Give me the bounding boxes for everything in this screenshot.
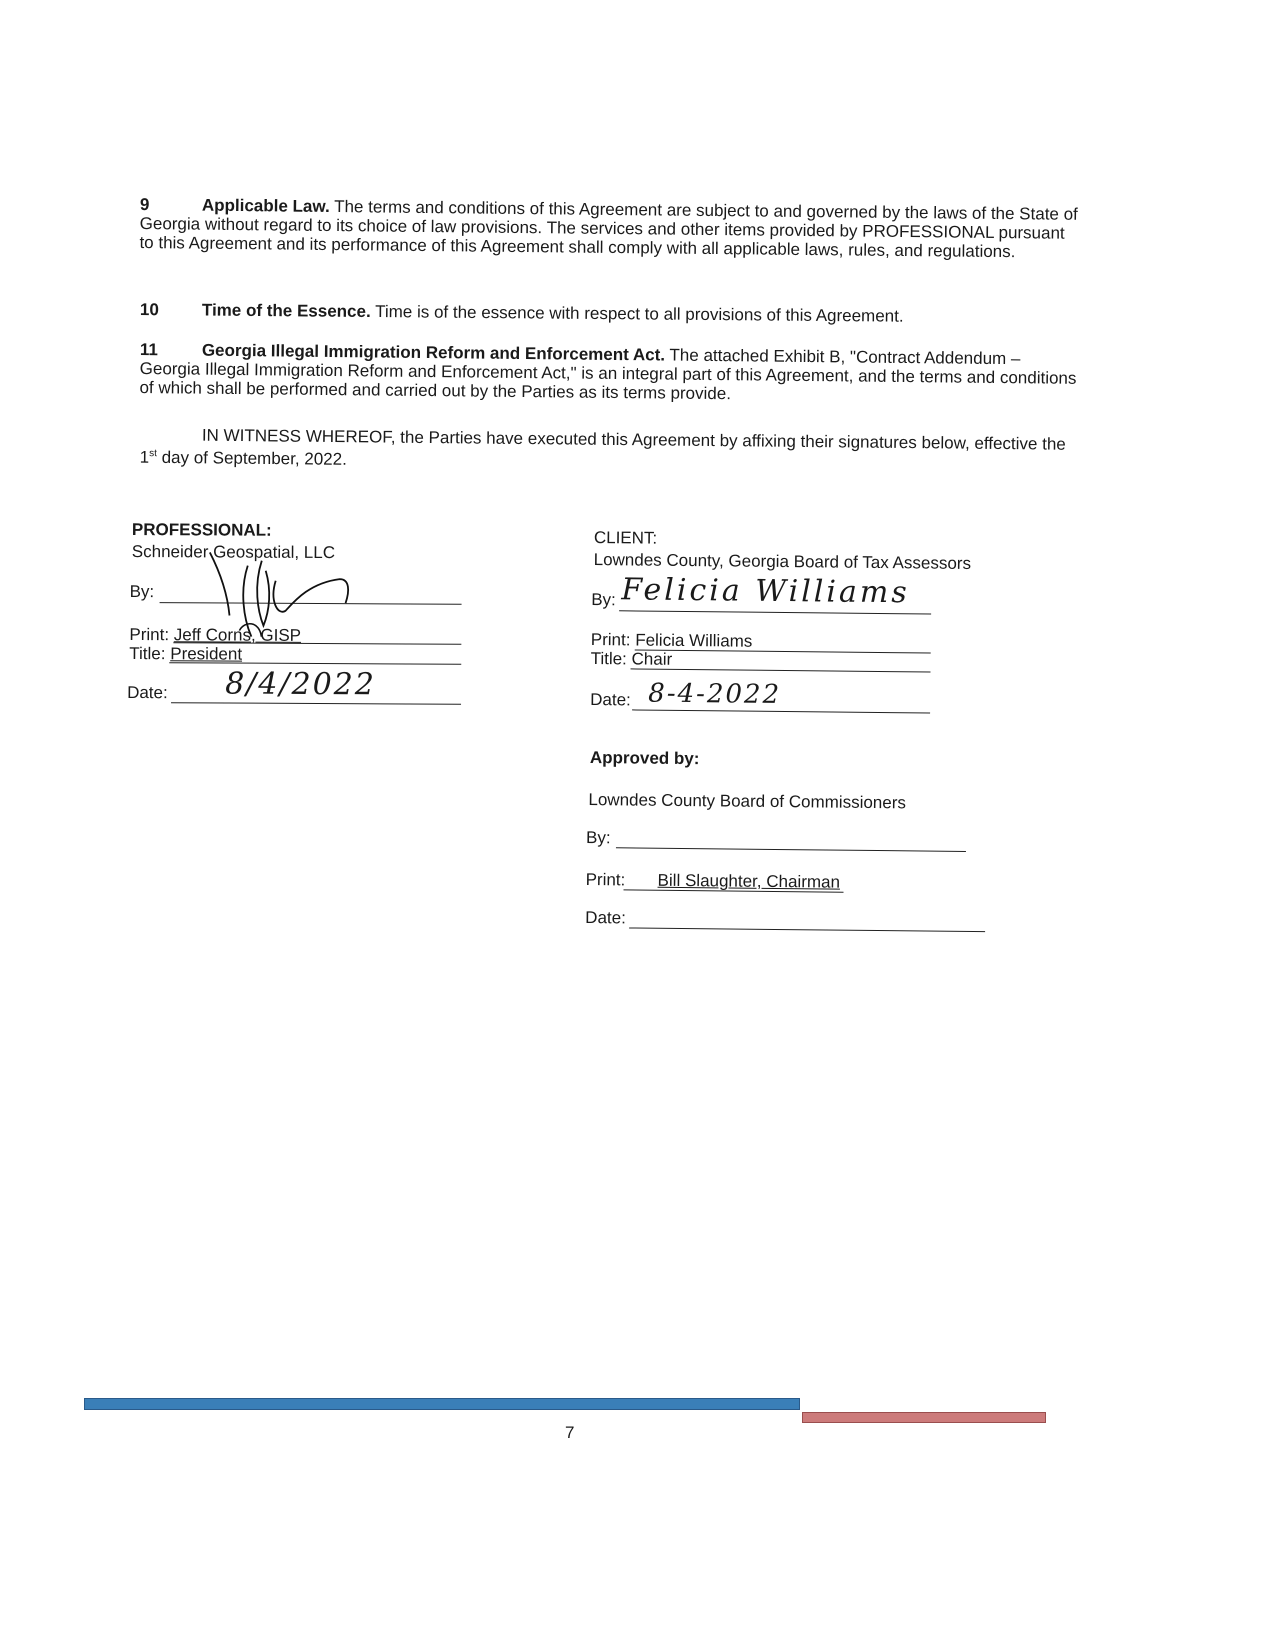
client-date-label: Date: xyxy=(590,689,631,710)
section-number: 11 xyxy=(139,340,158,360)
client-signature-block xyxy=(590,528,992,732)
professional-title-value: President xyxy=(170,644,243,664)
client-title-label: Title: Chair xyxy=(590,648,673,669)
witness-superscript: st xyxy=(149,448,158,460)
client-print-label: Print: Felicia Williams xyxy=(590,629,753,651)
witness-text-before: IN WITNESS WHEREOF, the Parties have executed this Agreement by affixing their signatures below, effective the 1 xyxy=(139,425,1066,467)
witness-clause xyxy=(140,425,1080,476)
client-title-value: Chair xyxy=(631,649,673,669)
approved-date-label: Date: xyxy=(585,907,626,928)
section-10-time-of-essence xyxy=(140,300,1080,327)
section-text: The attached Exhibit B, "Contract Addendum – Georgia Illegal Immigration Reform and Enforcement Act," is an integral part of this Agreement, and the terms and conditions of which shall be performed and carried out by the Parties as its terms provide. xyxy=(139,345,1077,404)
approved-date-line[interactable] xyxy=(629,927,985,932)
section-number: 9 xyxy=(139,195,150,215)
approved-heading: Approved by: xyxy=(589,748,700,769)
professional-heading: PROFESSIONAL: xyxy=(131,520,272,540)
section-heading: Georgia Illegal Immigration Reform and Enforcement Act. xyxy=(201,340,666,365)
client-heading: CLIENT: xyxy=(593,528,658,548)
client-print-line xyxy=(635,649,931,653)
approved-entity: Lowndes County Board of Commissioners xyxy=(588,790,907,813)
client-print-value: Felicia Williams xyxy=(635,630,753,651)
professional-by-label: By: xyxy=(129,581,155,602)
approved-by-label: By: xyxy=(585,827,611,848)
section-9-applicable-law xyxy=(139,195,1080,262)
professional-date-line[interactable] xyxy=(171,702,461,705)
witness-text-after: day of September, 2022. xyxy=(156,447,347,469)
client-date-value: 8-4-2022 xyxy=(648,678,782,710)
section-number: 10 xyxy=(139,300,159,320)
professional-company: Schneider Geospatial, LLC xyxy=(131,542,336,563)
section-text: The terms and conditions of this Agreement are subject to and governed by the laws of the State of Georgia without regard to its choice of law provisions. The services and other items provided by PROFESSIONAL pursuant to this Agreement and its performance of this Agreement shall comply with all applicable laws, rules, and regulations. xyxy=(139,197,1078,262)
approved-print-label: Print: xyxy=(585,869,626,890)
section-text: Time is of the essence with respect to all provisions of this Agreement. xyxy=(375,302,904,326)
page-number: 7 xyxy=(565,1423,575,1442)
client-title-line xyxy=(631,668,931,672)
client-by-label: By: xyxy=(591,589,616,610)
professional-signature-block xyxy=(129,520,490,722)
client-signature-line[interactable] xyxy=(619,610,931,614)
professional-date-label: Date: xyxy=(127,682,168,703)
approved-signature-line[interactable] xyxy=(616,847,966,852)
section-heading: Applicable Law. xyxy=(201,195,330,216)
professional-print-label: Print: Jeff Corns, GISP xyxy=(129,624,302,645)
client-entity: Lowndes County, Georgia Board of Tax Assessors xyxy=(593,550,972,573)
professional-date-value: 8/4/2022 xyxy=(225,666,376,703)
approval-signature-block xyxy=(585,748,997,952)
professional-print-value: Jeff Corns, GISP xyxy=(173,625,302,645)
footer-blue-bar xyxy=(84,1398,800,1410)
client-date-line[interactable] xyxy=(632,709,930,713)
client-signature: Felicia Williams xyxy=(621,572,910,611)
approved-print-value: Bill Slaughter, Chairman xyxy=(657,870,841,892)
professional-title-label: Title: President xyxy=(129,643,243,664)
footer-red-bar xyxy=(802,1412,1046,1423)
section-11-immigration-act xyxy=(139,340,1080,407)
section-heading: Time of the Essence. xyxy=(201,300,371,322)
